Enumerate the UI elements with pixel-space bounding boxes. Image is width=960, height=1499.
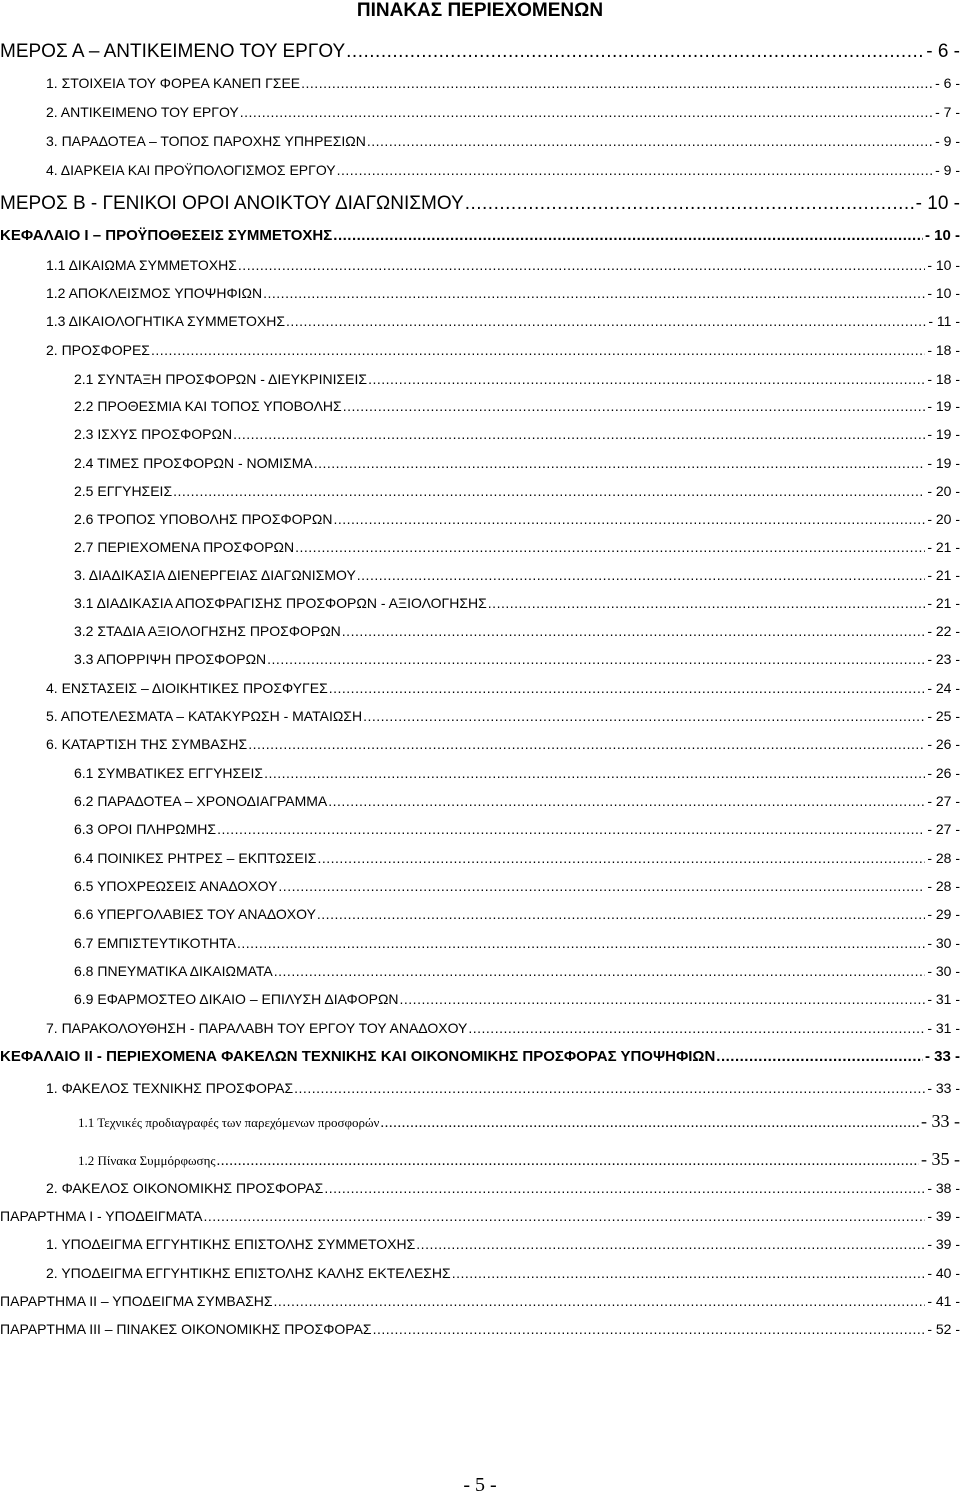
- toc-entry-page: - 19 -: [927, 426, 960, 442]
- toc-entry[interactable]: [46, 313, 960, 339]
- toc-entry[interactable]: [74, 398, 960, 424]
- toc-entry-title: 1.2 Πίνακα Συμμόρφωσης: [78, 1153, 216, 1168]
- toc-dot-leader: [357, 567, 926, 583]
- toc-entry-page: - 21 -: [927, 595, 960, 611]
- toc-entry-title: 2.5 ΕΓΓΥΗΣΕΙΣ: [74, 483, 173, 499]
- toc-entry-page: - 10 -: [927, 257, 960, 273]
- toc-dot-leader: [240, 104, 933, 120]
- toc-entry-page: - 25 -: [927, 708, 960, 724]
- toc-entry[interactable]: [74, 623, 960, 649]
- toc-entry-page: - 18 -: [927, 371, 960, 387]
- toc-entry-page: - 31 -: [927, 1020, 960, 1036]
- toc-dot-leader: [367, 133, 933, 149]
- toc-dot-leader: [263, 285, 925, 301]
- toc-entry-page: - 33 -: [927, 1080, 960, 1096]
- toc-entry-title: 6.3 ΟΡΟΙ ΠΛΗΡΩΜΗΣ: [74, 821, 217, 837]
- toc-entry-title: 4. ΔΙΑΡΚΕΙΑ ΚΑΙ ΠΡΟΫΠΟΛΟΓΙΣΜΟΣ ΕΡΓΟΥ: [46, 162, 336, 178]
- toc-dot-leader: [328, 793, 925, 809]
- toc-entry[interactable]: [46, 1236, 960, 1262]
- toc-entry-page: - 33 -: [924, 1048, 960, 1065]
- toc-entry-title: 6.1 ΣΥΜΒΑΤΙΚΕΣ ΕΓΓΥΗΣΕΙΣ: [74, 765, 264, 781]
- toc-entry[interactable]: [74, 765, 960, 791]
- toc-dot-leader: [264, 765, 925, 781]
- toc-entry[interactable]: [74, 850, 960, 876]
- toc-entry-page: - 11 -: [928, 313, 960, 329]
- toc-dot-leader: [468, 1020, 925, 1036]
- toc-entry-page: - 30 -: [927, 935, 960, 951]
- toc-entry[interactable]: [46, 1265, 960, 1291]
- toc-entry[interactable]: [0, 1208, 960, 1234]
- toc-entry-page: - 33 -: [921, 1111, 960, 1131]
- toc-entry[interactable]: [46, 133, 960, 159]
- toc-entry-page: - 28 -: [927, 850, 960, 866]
- toc-entry[interactable]: [74, 991, 960, 1017]
- toc-entry[interactable]: [78, 1149, 960, 1175]
- toc-entry-page: - 19 -: [927, 455, 960, 471]
- toc-entry[interactable]: [46, 680, 960, 706]
- toc-dot-leader: [488, 595, 926, 611]
- toc-entry-page: - 20 -: [927, 511, 960, 527]
- toc-entry-title: ΠΑΡΑΡΤΗΜΑ ΙΙΙ – ΠΙΝΑΚΕΣ ΟΙΚΟΝΟΜΙΚΗΣ ΠΡΟΣΦΟΡΑΣ: [0, 1321, 372, 1337]
- toc-entry[interactable]: [74, 426, 960, 452]
- toc-entry[interactable]: [74, 935, 960, 961]
- toc-entry-title: 2.7 ΠΕΡΙΕΧΟΜΕΝΑ ΠΡΟΣΦΟΡΩΝ: [74, 539, 295, 555]
- toc-entry-page: - 18 -: [927, 342, 960, 358]
- toc-entry-page: - 26 -: [927, 736, 960, 752]
- toc-entry-title: 6.7 ΕΜΠΙΣΤΕΥΤΙΚΟΤΗΤΑ: [74, 935, 236, 951]
- toc-entry-title: 6.4 ΠΟΙΝΙΚΕΣ ΡΗΤΡΕΣ – ΕΚΠΤΩΣΕΙΣ: [74, 850, 317, 866]
- toc-dot-leader: [337, 162, 933, 178]
- toc-entry-page: - 6 -: [935, 75, 960, 91]
- toc-entry-page: - 38 -: [927, 1180, 960, 1196]
- toc-dot-leader: [342, 623, 926, 639]
- toc-dot-leader: [286, 313, 926, 329]
- toc-entry-page: - 22 -: [927, 623, 960, 639]
- toc-entry-title: 2.4 ΤΙΜΕΣ ΠΡΟΣΦΟΡΩΝ - ΝΟΜΙΣΜΑ: [74, 455, 313, 471]
- toc-entry-page: - 30 -: [927, 963, 960, 979]
- toc-dot-leader: [416, 1236, 925, 1252]
- toc-entry[interactable]: [74, 821, 960, 847]
- toc-entry-title: ΚΕΦΑΛΑΙΟ ΙΙ - ΠΕΡΙΕΧΟΜΕΝΑ ΦΑΚΕΛΩΝ ΤΕΧΝΙΚΗΣ ΚΑΙ ΟΙΚΟΝΟΜΙΚΗΣ ΠΡΟΣΦΟΡΑΣ ΥΠΟΨΗΦΙΩΝ: [0, 1048, 716, 1065]
- toc-entry-title: 6. ΚΑΤΑΡΤΙΣΗ ΤΗΣ ΣΥΜΒΑΣΗΣ: [46, 736, 248, 752]
- toc-dot-leader: [217, 821, 925, 837]
- toc-entry-title: 3. ΠΑΡΑΔΟΤΕΑ – ΤΟΠΟΣ ΠΑΡΟΧΗΣ ΥΠΗΡΕΣΙΩΝ: [46, 133, 366, 149]
- toc-dot-leader: [343, 398, 926, 414]
- toc-entry-title: 6.6 ΥΠΕΡΓΟΛΑΒΙΕΣ ΤΟΥ ΑΝΑΔΟΧΟΥ: [74, 906, 316, 922]
- toc-entry[interactable]: [74, 567, 960, 593]
- toc-entry-page: - 39 -: [927, 1208, 960, 1224]
- toc-entry-title: 6.5 ΥΠΟΧΡΕΩΣΕΙΣ ΑΝΑΔΟΧΟΥ: [74, 878, 278, 894]
- toc-entry-title: 7. ΠΑΡΑΚΟΛΟΥΘΗΣΗ - ΠΑΡΑΛΑΒΗ ΤΟΥ ΕΡΓΟΥ ΤΟΥ ΑΝΑΔΟΧΟΥ: [46, 1020, 468, 1036]
- toc-dot-leader: [333, 511, 925, 527]
- toc-entry-title: 2.2 ΠΡΟΘΕΣΜΙΑ ΚΑΙ ΤΟΠΟΣ ΥΠΟΒΟΛΗΣ: [74, 398, 342, 414]
- toc-dot-leader: [333, 227, 923, 244]
- toc-dot-leader: [324, 1180, 925, 1196]
- toc-entry[interactable]: [74, 455, 960, 481]
- toc-entry-page: - 6 -: [926, 41, 960, 62]
- toc-dot-leader: [368, 371, 925, 387]
- toc-dot-leader: [237, 935, 925, 951]
- toc-entry[interactable]: [46, 1020, 960, 1046]
- toc-entry[interactable]: [74, 539, 960, 565]
- toc-dot-leader: [317, 906, 925, 922]
- toc-entry-page: - 41 -: [927, 1293, 960, 1309]
- toc-dot-leader: [317, 850, 925, 866]
- toc-entry-title: ΚΕΦΑΛΑΙΟ Ι – ΠΡΟΫΠΟΘΕΣΕΙΣ ΣΥΜΜΕΤΟΧΗΣ: [0, 227, 333, 244]
- toc-entry-title: 2.1 ΣΥΝΤΑΞΗ ΠΡΟΣΦΟΡΩΝ - ΔΙΕΥΚΡΙΝΙΣΕΙΣ: [74, 371, 368, 387]
- toc-dot-leader: [452, 1265, 926, 1281]
- toc-entry-title: 2. ΦΑΚΕΛΟΣ ΟΙΚΟΝΟΜΙΚΗΣ ΠΡΟΣΦΟΡΑΣ: [46, 1180, 324, 1196]
- toc-entry[interactable]: [74, 371, 960, 397]
- toc-entry-page: - 10 -: [927, 285, 960, 301]
- toc-entry[interactable]: [0, 1293, 960, 1319]
- toc-entry-page: - 7 -: [935, 104, 960, 120]
- toc-entry[interactable]: [0, 41, 960, 67]
- toc-dot-leader: [233, 426, 925, 442]
- toc-dot-leader: [400, 991, 926, 1007]
- toc-entry[interactable]: [46, 257, 960, 283]
- toc-entry[interactable]: [46, 736, 960, 762]
- toc-dot-leader: [267, 651, 925, 667]
- toc-dot-leader: [380, 1115, 919, 1132]
- toc-entry[interactable]: [74, 651, 960, 677]
- toc-entry-title: 1. ΦΑΚΕΛΟΣ ΤΕΧΝΙΚΗΣ ΠΡΟΣΦΟΡΑΣ: [46, 1080, 294, 1096]
- toc-dot-leader: [716, 1048, 923, 1065]
- toc-entry-page: - 24 -: [927, 680, 960, 696]
- toc-entry-page: - 27 -: [927, 793, 960, 809]
- toc-entry-title: 2. ΥΠΟΔΕΙΓΜΑ ΕΓΓΥΗΤΙΚΗΣ ΕΠΙΣΤΟΛΗΣ ΚΑΛΗΣ ΕΚΤΕΛΕΣΗΣ: [46, 1265, 451, 1281]
- page-title: ΠΙΝΑΚΑΣ ΠΕΡΙΕΧΟΜΕΝΩΝ: [356, 0, 604, 21]
- toc-entry[interactable]: [0, 1048, 960, 1074]
- toc-entry[interactable]: [74, 906, 960, 932]
- toc-entry-title: 1.1 ΔΙΚΑΙΩΜΑ ΣΥΜΜΕΤΟΧΗΣ: [46, 257, 237, 273]
- toc-entry-title: 5. ΑΠΟΤΕΛΕΣΜΑΤΑ – ΚΑΤΑΚΥΡΩΣΗ - ΜΑΤΑΙΩΣΗ: [46, 708, 363, 724]
- toc-entry-title: 2. ΑΝΤΙΚΕΙΜΕΝΟ ΤΟΥ ΕΡΓΟΥ: [46, 104, 239, 120]
- toc-dot-leader: [294, 1080, 925, 1096]
- toc-dot-leader: [373, 1321, 926, 1337]
- toc-entry-title: ΜΕΡΟΣ Β - ΓΕΝΙΚΟΙ ΟΡΟΙ ΑΝΟΙΚΤΟΥ ΔΙΑΓΩΝΙΣΜΟΥ: [0, 193, 464, 214]
- toc-entry[interactable]: [46, 162, 960, 188]
- toc-entry-page: - 20 -: [927, 483, 960, 499]
- toc-entry-title: 6.9 ΕΦΑΡΜΟΣΤΕΟ ΔΙΚΑΙΟ – ΕΠΙΛΥΣΗ ΔΙΑΦΟΡΩΝ: [74, 991, 399, 1007]
- toc-dot-leader: [346, 41, 924, 63]
- toc-entry[interactable]: [46, 708, 960, 734]
- toc-dot-leader: [465, 193, 914, 215]
- toc-entry[interactable]: [74, 793, 960, 819]
- toc-dot-leader: [295, 539, 925, 555]
- toc-entry[interactable]: [0, 193, 960, 219]
- toc-entry-page: - 31 -: [927, 991, 960, 1007]
- toc-entry[interactable]: [46, 104, 960, 130]
- toc-dot-leader: [329, 680, 926, 696]
- toc-entry-title: 1. ΣΤΟΙΧΕΙΑ ΤΟΥ ΦΟΡΕΑ ΚΑΝΕΠ ΓΣΕΕ: [46, 75, 301, 91]
- toc-entry[interactable]: [74, 483, 960, 509]
- toc-entry-title: 1.1 Τεχνικές προδιαγραφές των παρεχόμενων προσφορών: [78, 1115, 380, 1130]
- toc-entry[interactable]: [74, 595, 960, 621]
- toc-entry-page: - 28 -: [927, 878, 960, 894]
- toc-dot-leader: [301, 75, 933, 91]
- toc-entry-title: 2.3 ΙΣΧΥΣ ΠΡΟΣΦΟΡΩΝ: [74, 426, 233, 442]
- toc-entry-title: 6.8 ΠΝΕΥΜΑΤΙΚΑ ΔΙΚΑΙΩΜΑΤΑ: [74, 963, 273, 979]
- toc-dot-leader: [278, 878, 925, 894]
- toc-entry-page: - 10 -: [915, 193, 960, 214]
- toc-entry[interactable]: [46, 75, 960, 101]
- toc-entry[interactable]: [78, 1111, 960, 1137]
- toc-entry-page: - 21 -: [927, 567, 960, 583]
- toc-entry-title: 4. ΕΝΣΤΑΣΕΙΣ – ΔΙΟΙΚΗΤΙΚΕΣ ΠΡΟΣΦΥΓΕΣ: [46, 680, 328, 696]
- toc-entry-title: ΠΑΡΑΡΤΗΜΑ ΙΙ – ΥΠΟΔΕΙΓΜΑ ΣΥΜΒΑΣΗΣ: [0, 1293, 273, 1309]
- toc-entry-page: - 19 -: [927, 398, 960, 414]
- toc-entry-title: 1. ΥΠΟΔΕΙΓΜΑ ΕΓΓΥΗΤΙΚΗΣ ΕΠΙΣΤΟΛΗΣ ΣΥΜΜΕΤΟΧΗΣ: [46, 1236, 416, 1252]
- toc-entry-title: ΜΕΡΟΣ Α – ΑΝΤΙΚΕΙΜΕΝΟ ΤΟΥ ΕΡΓΟΥ: [0, 41, 346, 62]
- toc-entry-page: - 9 -: [935, 162, 960, 178]
- toc-dot-leader: [203, 1208, 925, 1224]
- toc-entry-page: - 52 -: [927, 1321, 960, 1337]
- toc-entry-page: - 26 -: [927, 765, 960, 781]
- toc-entry-page: - 29 -: [927, 906, 960, 922]
- toc-entry-page: - 35 -: [921, 1149, 960, 1169]
- toc-dot-leader: [274, 963, 926, 979]
- toc-entry-title: 2. ΠΡΟΣΦΟΡΕΣ: [46, 342, 150, 358]
- toc-entry-title: ΠΑΡΑΡΤΗΜΑ Ι - ΥΠΟΔΕΙΓΜΑΤΑ: [0, 1208, 203, 1224]
- toc-dot-leader: [363, 708, 925, 724]
- toc-entry-page: - 40 -: [927, 1265, 960, 1281]
- toc-dot-leader: [314, 455, 926, 471]
- toc-entry[interactable]: [46, 1080, 960, 1106]
- toc-entry[interactable]: [74, 878, 960, 904]
- toc-entry-page: - 21 -: [927, 539, 960, 555]
- toc-entry-page: - 23 -: [927, 651, 960, 667]
- toc-dot-leader: [217, 1153, 919, 1170]
- toc-entry-title: 3.1 ΔΙΑΔΙΚΑΣΙΑ ΑΠΟΣΦΡΑΓΙΣΗΣ ΠΡΟΣΦΟΡΩΝ - ΑΞΙΟΛΟΓΗΣΗΣ: [74, 595, 487, 611]
- toc-entry-title: 1.3 ΔΙΚΑΙΟΛΟΓΗΤΙΚΑ ΣΥΜΜΕΤΟΧΗΣ: [46, 313, 285, 329]
- toc-entry[interactable]: [46, 342, 960, 368]
- toc-dot-leader: [151, 342, 925, 358]
- toc-dot-leader: [248, 736, 925, 752]
- page-number: - 5 -: [463, 1474, 497, 1496]
- toc-dot-leader: [274, 1293, 926, 1309]
- toc-entry-page: - 9 -: [935, 133, 960, 149]
- toc-entry[interactable]: [74, 963, 960, 989]
- toc-entry[interactable]: [0, 1321, 960, 1347]
- toc-entry[interactable]: [46, 285, 960, 311]
- toc-entry-page: - 39 -: [927, 1236, 960, 1252]
- toc-entry[interactable]: [46, 1180, 960, 1206]
- toc-entry-title: 3.2 ΣΤΑΔΙΑ ΑΞΙΟΛΟΓΗΣΗΣ ΠΡΟΣΦΟΡΩΝ: [74, 623, 341, 639]
- toc-entry-title: 2.6 ΤΡΟΠΟΣ ΥΠΟΒΟΛΗΣ ΠΡΟΣΦΟΡΩΝ: [74, 511, 333, 527]
- toc-entry[interactable]: [0, 227, 960, 253]
- toc-entry-title: 3.3 ΑΠΟΡΡΙΨΗ ΠΡΟΣΦΟΡΩΝ: [74, 651, 267, 667]
- toc-entry-title: 6.2 ΠΑΡΑΔΟΤΕΑ – ΧΡΟΝΟΔΙΑΓΡΑΜΜΑ: [74, 793, 328, 809]
- toc-entry-page: - 10 -: [924, 227, 960, 244]
- toc-entry[interactable]: [74, 511, 960, 537]
- toc-entry-title: 3. ΔΙΑΔΙΚΑΣΙΑ ΔΙΕΝΕΡΓΕΙΑΣ ΔΙΑΓΩΝΙΣΜΟΥ: [74, 567, 356, 583]
- toc-dot-leader: [238, 257, 925, 273]
- toc-entry-page: - 27 -: [927, 821, 960, 837]
- toc-entry-title: 1.2 ΑΠΟΚΛΕΙΣΜΟΣ ΥΠΟΨΗΦΙΩΝ: [46, 285, 263, 301]
- toc-dot-leader: [173, 483, 925, 499]
